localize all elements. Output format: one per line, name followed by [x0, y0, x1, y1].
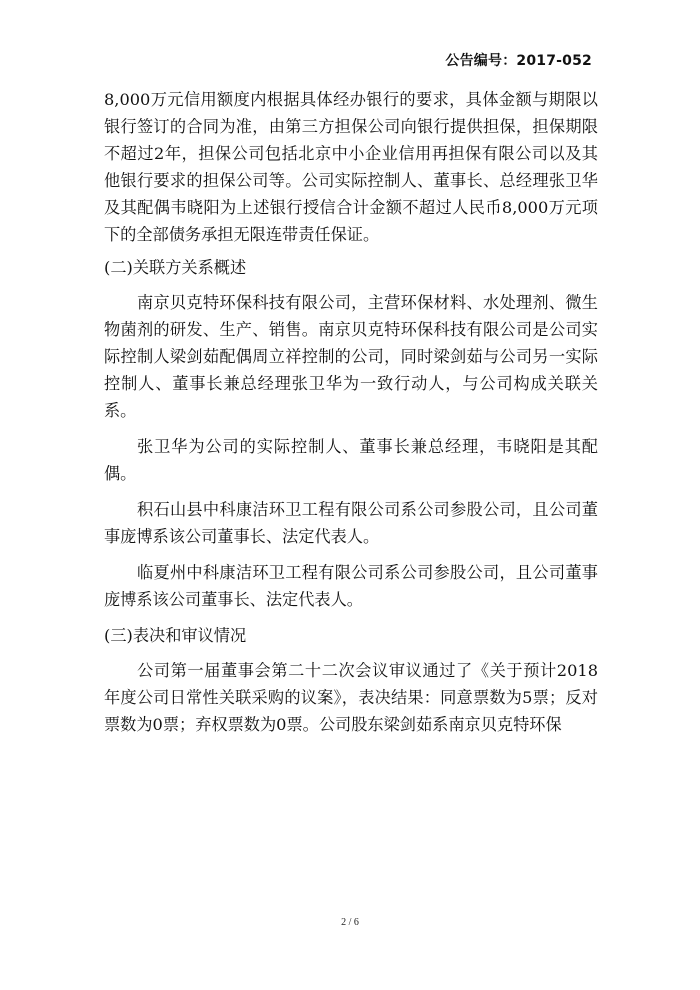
paragraph-jishishan-zhongke: 积石山县中科康洁环卫工程有限公司系公司参股公司，且公司董事庞博系该公司董事长、法定代表人。: [104, 500, 598, 546]
section-heading-voting-review: (三)表决和审议情况: [104, 626, 247, 645]
paragraph-guarantee-terms: 8,000万元信用额度内根据具体经办银行的要求，具体金额与期限以银行签订的合同为准，由第三方担保公司向银行提供担保，担保期限不超过2年，担保公司包括北京中小企业信用再担保有限公司以及其他银行要求的担保公司等。公司实际控制人、董事长、总经理张卫华及其配偶韦晓阳为上述银行授信合计金额不超过人民币8,000万元项下的全部债务承担无限连带责任保证。: [104, 90, 598, 244]
paragraph-board-resolution: 公司第一届董事会第二十二次会议审议通过了《关于预计2018年度公司日常性关联采购的议案》，表决结果：同意票数为5票；反对票数为0票；弃权票数为0票。公司股东梁剑茹系南京贝克特环保: [104, 661, 598, 734]
document-body: [104, 86, 598, 747]
paragraph-nanjing-beckett: 南京贝克特环保科技有限公司，主营环保材料、水处理剂、微生物菌剂的研发、生产、销售。南京贝克特环保科技有限公司是公司实际控制人梁剑茹配偶周立祥控制的公司，同时梁剑茹与公司另一实际控制人、董事长兼总经理张卫华为一致行动人，与公司构成关联关系。: [104, 293, 598, 420]
page-number: 2 / 6: [341, 917, 359, 928]
paragraph-linxia-zhongke: 临夏州中科康洁环卫工程有限公司系公司参股公司，且公司董事庞博系该公司董事长、法定代表人。: [104, 563, 598, 609]
paragraph-zhang-weihua: 张卫华为公司的实际控制人、董事长兼总经理，韦晓阳是其配偶。: [104, 437, 598, 483]
section-heading-related-party-overview: (二)关联方关系概述: [104, 258, 247, 277]
announcement-code: 公告编号：2017-052: [445, 53, 592, 69]
